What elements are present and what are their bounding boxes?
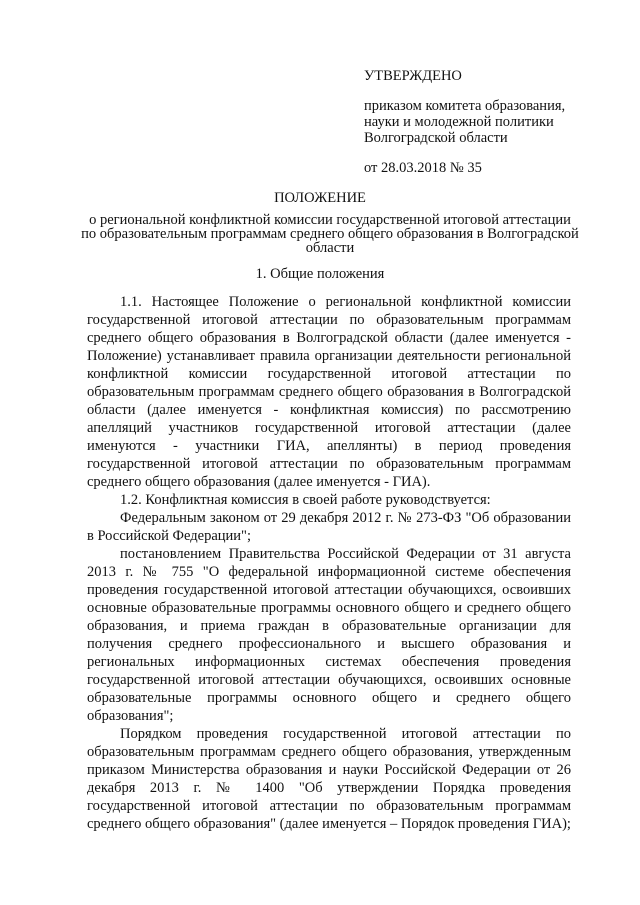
paragraph: Федеральным законом от 29 декабря 2012 г. № 273-ФЗ "Об образовании в Российской Федерации"; — [87, 510, 571, 544]
approval-date: от 28.03.2018 № 35 — [364, 160, 482, 176]
document-body — [87, 293, 571, 833]
section-heading: 1. Общие положения — [255, 266, 385, 282]
approval-stamp — [364, 68, 604, 176]
paragraph: 1.2. Конфликтная комиссия в своей работе руководствуется: — [120, 492, 491, 508]
approval-heading: УТВЕРЖДЕНО — [364, 68, 462, 84]
approval-order-line: приказом комитета образования, — [364, 98, 566, 114]
document-title: ПОЛОЖЕНИЕ — [274, 190, 366, 206]
document-subtitle: о региональной конфликтной комиссии государственной итоговой аттестации по образовательным программам среднего общего образования в Волгоградской области — [81, 212, 579, 256]
approval-order-block — [364, 98, 604, 146]
approval-order-line: науки и молодежной политики — [364, 114, 554, 130]
paragraph: постановлением Правительства Российской Федерации от 31 августа 2013 г. № 755 "О федеральной информационной системе обеспечения проведения государственной итоговой аттестации обучающихся, освоивших основные образовательные программы основного общего и среднего общего образования, и приема граждан в образовательные организации для получения среднего профессионального и высшего образования и региональных информационных системах обеспечения проведения государственной итоговой аттестации обучающихся, освоивших основные образовательные программы основного общего и среднего общего образования"; — [87, 546, 571, 724]
approval-order-line: Волгоградской области — [364, 130, 508, 146]
paragraph: Порядком проведения государственной итоговой аттестации по образовательным программам среднего общего образования, утвержденным приказом Министерства образования и науки Российской Федерации от 26 декабря 2013 г. № 1400 "Об утверждении Порядка проведения государственной итоговой аттестации по образовательным программам среднего общего образования" (далее именуется – Порядок проведения ГИА); — [87, 726, 571, 832]
paragraph: 1.1. Настоящее Положение о региональной конфликтной комиссии государственной итоговой аттестации по образовательным программам среднего общего образования в Волгоградской области (далее именуется - Положение) устанавливает правила организации деятельности региональной конфликтной комиссии государственной итоговой аттестации по образовательным программам среднего общего образования в Волгоградской области (далее именуется - конфликтная комиссия) по рассмотрению апелляций участников государственной итоговой аттестации (далее именуются - участники ГИА, апеллянты) в период проведения государственной итоговой аттестации по образовательным программам среднего общего образования (далее именуется - ГИА). — [87, 294, 571, 490]
